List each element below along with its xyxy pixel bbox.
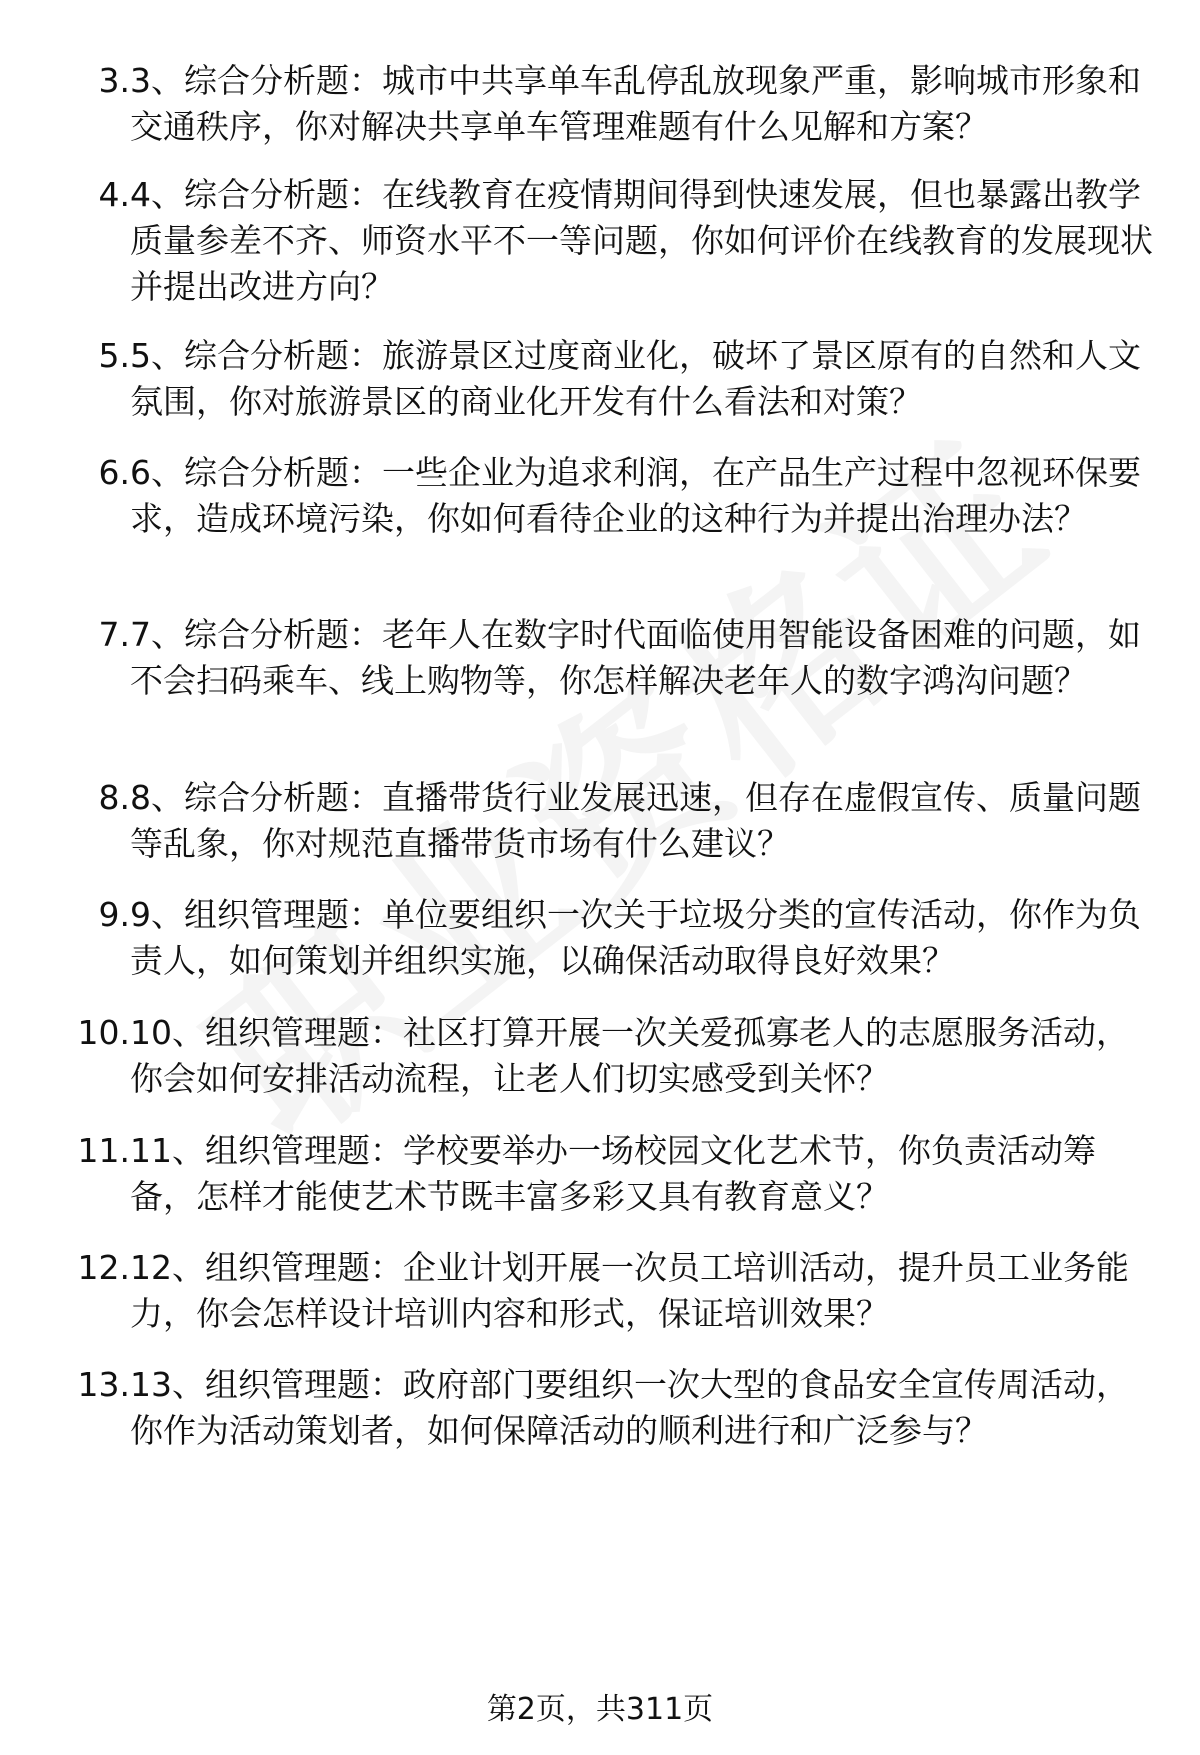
question-text: 13、组织管理题：政府部门要组织一次大型的食品安全宣传周活动，你作为活动策划者，如何保障活动的顺利进行和广泛参与？ — [130, 1365, 1129, 1450]
question-number: 4. — [98, 175, 130, 214]
question-text: 5、综合分析题：旅游景区过度商业化，破坏了景区原有的自然和人文氛围，你对旅游景区的商业化开发有什么看法和对策？ — [130, 336, 1141, 421]
question-text: 8、综合分析题：直播带货行业发展迅速，但存在虚假宣传、质量问题等乱象，你对规范直播带货市场有什么建议？ — [130, 778, 1141, 863]
question-number: 5. — [98, 336, 130, 375]
question-number: 6. — [98, 453, 130, 492]
question-text: 12、组织管理题：企业计划开展一次员工培训活动，提升员工业务能力，你会怎样设计培训内容和形式，保证培训效果？ — [130, 1248, 1129, 1333]
question-text: 4、综合分析题：在线教育在疫情期间得到快速发展，但也暴露出教学质量参差不齐、师资水平不一等问题，你如何评价在线教育的发展现状并提出改进方向？ — [130, 175, 1153, 306]
question-number: 9. — [98, 895, 130, 934]
question-text: 7、综合分析题：老年人在数字时代面临使用智能设备困难的问题，如不会扫码乘车、线上购物等，你怎样解决老年人的数字鸿沟问题？ — [130, 615, 1141, 700]
question-number: 3. — [98, 61, 130, 100]
question-number: 13. — [77, 1365, 130, 1404]
question-number: 12. — [77, 1248, 130, 1287]
question-number: 10. — [77, 1013, 130, 1052]
question-text: 6、综合分析题：一些企业为追求利润，在产品生产过程中忽视环保要求，造成环境污染，你如何看待企业的这种行为并提出治理办法？ — [130, 453, 1141, 538]
question-text: 11、组织管理题：学校要举办一场校园文化艺术节，你负责活动筹备，怎样才能使艺术节既丰富多彩又具有教育意义？ — [130, 1131, 1096, 1216]
question-text: 10、组织管理题：社区打算开展一次关爱孤寡老人的志愿服务活动，你会如何安排活动流程，让老人们切实感受到关怀？ — [130, 1013, 1129, 1098]
question-number: 8. — [98, 778, 130, 817]
page-footer: 第2页，共311页 — [486, 1692, 714, 1727]
question-text: 9、组织管理题：单位要组织一次关于垃圾分类的宣传活动，你作为负责人，如何策划并组织实施，以确保活动取得良好效果？ — [130, 895, 1141, 980]
question-text: 3、综合分析题：城市中共享单车乱停乱放现象严重，影响城市形象和交通秩序，你对解决共享单车管理难题有什么见解和方案？ — [130, 61, 1141, 146]
question-number: 11. — [77, 1131, 130, 1170]
question-number: 7. — [98, 615, 130, 654]
